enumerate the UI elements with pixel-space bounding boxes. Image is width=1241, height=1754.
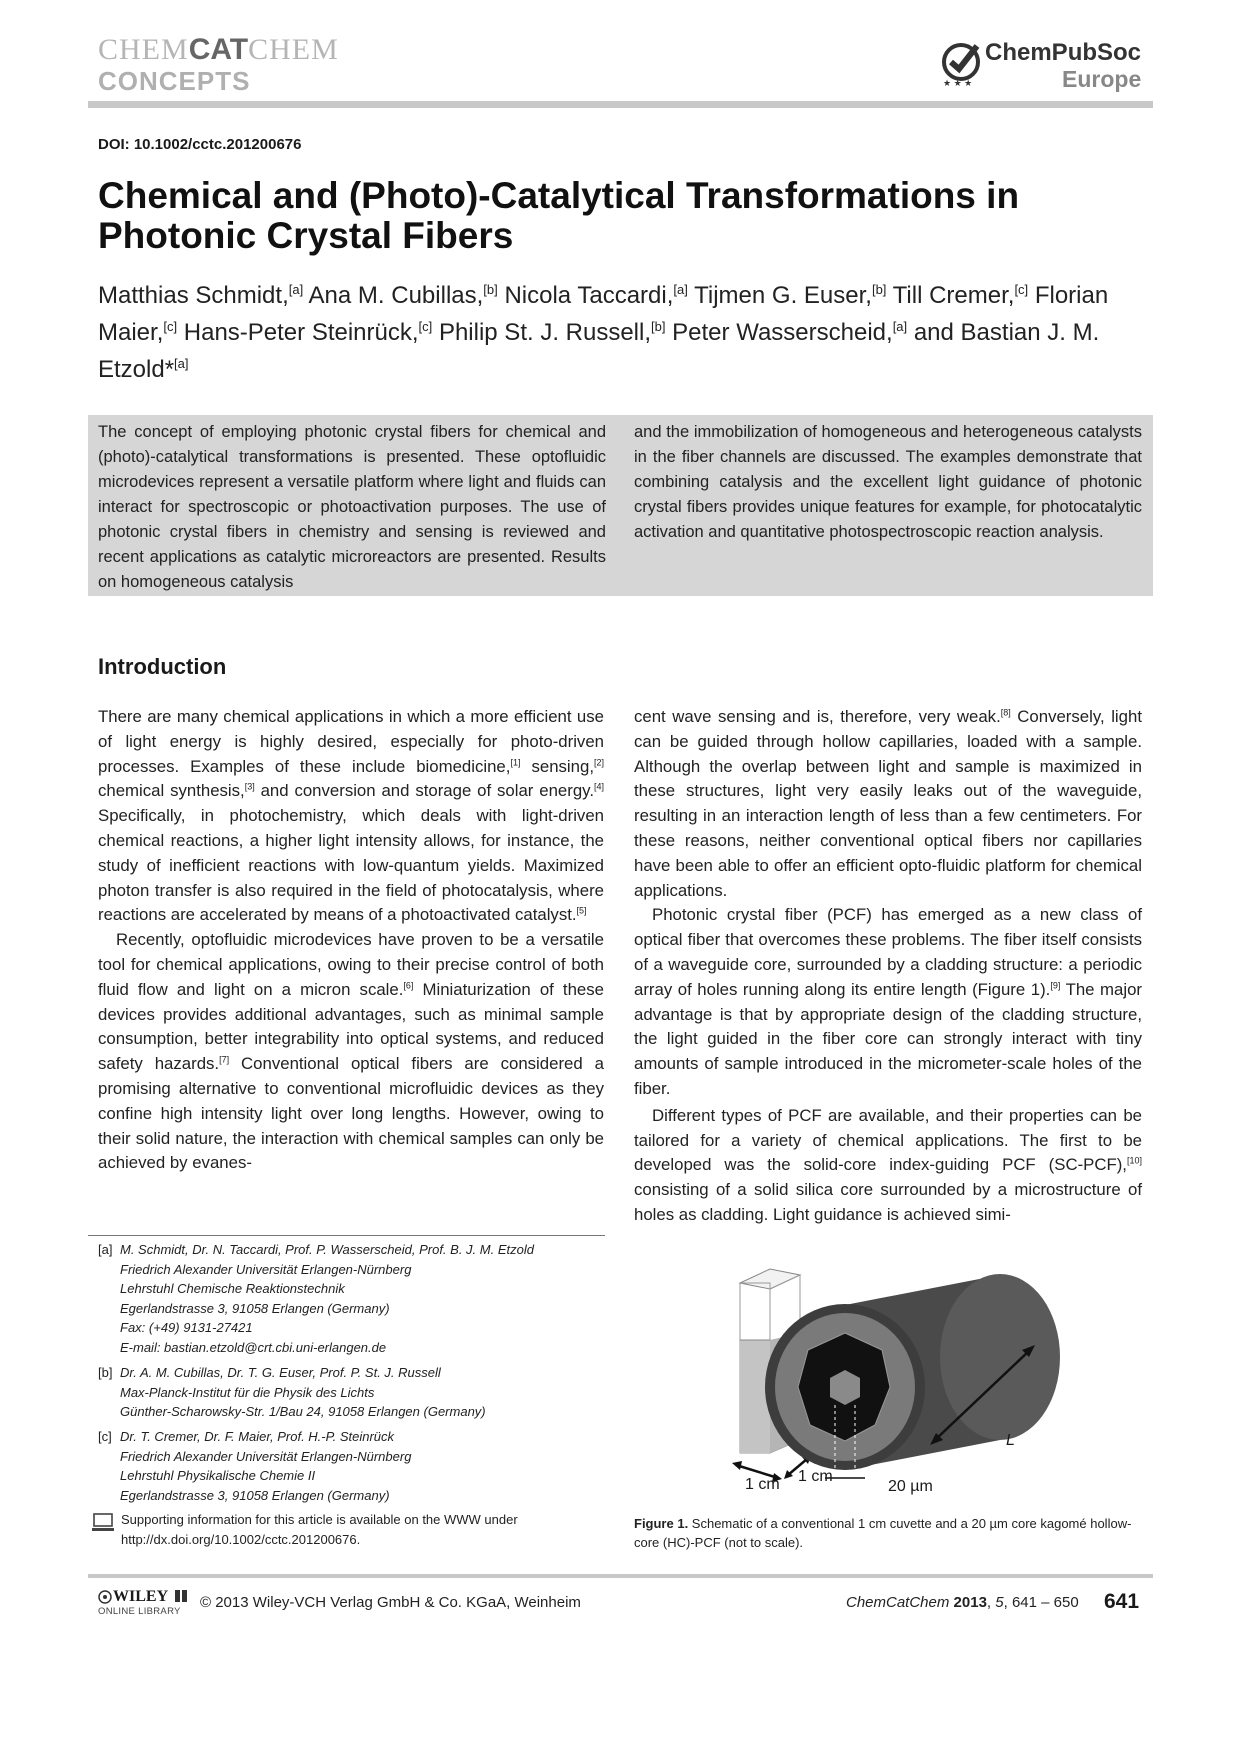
affiliation-marker: [a]: [892, 319, 908, 334]
figure-label-cm-width: 1 cm: [745, 1476, 780, 1493]
affiliation-marker: [a]: [288, 282, 304, 297]
paragraph: Photonic crystal fiber (PCF) has emerged as a new class of optical fiber that overcomes these problems. The fiber itself consists of a waveguide core, surrounded by a cladding structure: a periodic array of holes running along its entire length (Figure 1).[9] The major advantage is that by appropriate design of the cladding structure, the light guided in the fiber core can strongly interact with tiny amounts of sample introduced in the micrometer-scale holes of the fiber.: [634, 905, 1142, 1098]
fiber-cylinder-icon: [765, 1274, 1060, 1475]
citation-marker[interactable]: [4]: [593, 781, 604, 792]
citation-marker[interactable]: [6]: [403, 980, 414, 991]
supporting-info: Supporting information for this article is available on the WWW under http://dx.doi.org/10.1002/cctc.201200676.: [121, 1510, 611, 1549]
wiley-online-library: ONLINE LIBRARY: [98, 1606, 181, 1617]
body-column-right: [634, 705, 1142, 1228]
figure-caption: Figure 1. Schematic of a conventional 1 cm cuvette and a 20 µm core kagomé hollow-core (HC)-PCF (not to scale).: [634, 1516, 1132, 1550]
citation-marker[interactable]: [2]: [594, 757, 605, 767]
footnote-rule: [88, 1235, 605, 1236]
page-number: 641: [1104, 1590, 1140, 1613]
citation-marker[interactable]: [3]: [244, 781, 255, 792]
author-name: Nicola Taccardi,: [504, 282, 674, 309]
citation-marker[interactable]: [9]: [1050, 980, 1061, 991]
figure-label-length: L: [1006, 1432, 1015, 1449]
citation-marker[interactable]: [8]: [1000, 707, 1011, 718]
paragraph: Recently, optofluidic microdevices have proven to be a versatile tool for chemical applications, owing to their precise control of both fluid flow and light on a micron scale.[6] Miniaturization of these devices provides additional advantages, such as minimal sample consumption, better integrability into optical systems, and reduced safety hazards.[7] Conventional optical fibers are considered a promising alternative to conventional microfluidic devices as they confine high intensity light over long lengths. However, owing to their solid nature, the interaction with chemical samples can only be achieved by evanes-: [98, 930, 604, 1173]
citation-marker[interactable]: [10]: [1126, 1155, 1142, 1166]
footnote-c-text: Dr. T. Cremer, Dr. F. Maier, Prof. H.-P. Steinrück Friedrich Alexander Universität Erlangen-Nürnberg Lehrstuhl Physikalische Chemie II Egerlandstrasse 3, 91058 Erlangen (Germany): [120, 1429, 412, 1503]
author-name: Florian Maier,: [98, 282, 1109, 346]
book-icon: [174, 1588, 188, 1604]
author-name: Hans-Peter Steinrück,: [183, 319, 419, 346]
affiliation-marker: [c]: [163, 319, 178, 334]
publisher-name: ChemPubSoc: [985, 39, 1142, 66]
citation: ChemCatChem 2013, 5, 641 – 650: [846, 1594, 1079, 1611]
section-heading: Introduction: [98, 654, 227, 679]
footnote-a-text: M. Schmidt, Dr. N. Taccardi, Prof. P. Wasserscheid, Prof. B. J. M. Etzold Friedrich Alexander Universität Erlangen-Nürnberg Lehrstuhl Chemische Reaktionstechnik Egerlandstrasse 3, 91058 Erlangen (Germany) Fax: (+49) 9131-27421 E-mail: bastian.etzold@crt.cbi.uni-erlangen.de: [120, 1240, 534, 1357]
figure-label-cm-depth: 1 cm: [798, 1468, 833, 1485]
paragraph: cent wave sensing and is, therefore, very weak.[8] Conversely, light can be guided through hollow capillaries, loaded with a sample. Although the overlap between light and sample is maximized in these structures, light very easily leaks out of the waveguide, resulting in an interaction length of less than a few centimeters. For these reasons, neither conventional optical fibers nor capillaries have been able to offer an efficient opto-fluidic platform for chemical applications.: [634, 707, 1142, 900]
affiliation-marker: [b]: [871, 282, 887, 297]
copyright: © 2013 Wiley-VCH Verlag GmbH & Co. KGaA, Weinheim: [200, 1594, 581, 1611]
svg-text:★ ★ ★: ★ ★ ★: [943, 78, 973, 88]
wiley-wordmark: WILEY: [113, 1588, 169, 1605]
chempubsoc-logo-icon: [937, 38, 987, 88]
paragraph: There are many chemical applications in which a more efficient use of light energy is highly desired, especially for photo-driven processes. Examples of these include biomedicine,[1] sensing,[2] chemical synthesis,[3] and conversion and storage of solar energy.[4] Specifically, in photochemistry, which deals with light-driven chemical reactions, a higher light intensity allows, for instance, the study of inefficient reactions with low-quantum yields. Maximized photon transfer is also required in the field of photocatalysis, where reactions are accelerated by means of a photoactivated catalyst.[5]: [98, 707, 605, 925]
citation-marker[interactable]: [7]: [219, 1054, 230, 1065]
author-name: Matthias Schmidt,: [98, 282, 289, 309]
footnote-a: [a] M. Schmidt, Dr. N. Taccardi, Prof. P. Wasserscheid, Prof. B. J. M. Etzold Friedrich Alexander Universität Erlangen-Nürnberg Lehrstuhl Chemische Reaktionstechnik Egerlandstrasse 3, 91058 Erlangen (Germany) Fax: (+49) 9131-27421 E-mail: bastian.etzold@crt.cbi.uni-erlangen.de: [98, 1240, 608, 1357]
wiley-logo-icon: [98, 1590, 112, 1604]
affiliation-marker: [a]: [673, 282, 688, 297]
footnote-b-text: Dr. A. M. Cubillas, Dr. T. G. Euser, Prof. P. St. J. Russell Max-Planck-Institut für die Physik des Lichts Günther-Scharowsky-Str. 1/Bau 24, 91058 Erlangen (Germany): [120, 1365, 486, 1419]
computer-icon: [92, 1513, 114, 1533]
author-name: and Bastian J. M. Etzold*: [98, 319, 1100, 383]
abstract-column-1: The concept of employing photonic crystal fibers for chemical and (photo)-catalytical transformations is presented. These optofluidic microdevices represent a versatile platform where light and fluids can interact for spectroscopic or photoactivation purposes. The use of photonic crystal fibers in chemistry and sensing is reviewed and recent applications as catalytic microreactors are presented. Results on homogeneous catalysis: [98, 423, 606, 591]
figure-label-core-size: 20 µm: [888, 1478, 933, 1495]
author-name: Philip St. J. Russell,: [438, 319, 652, 346]
citation-marker[interactable]: [1]: [510, 757, 521, 767]
affiliation-marker: [c]: [1014, 282, 1029, 297]
citation-marker[interactable]: [5]: [576, 905, 587, 916]
footer-rule: [88, 1574, 1153, 1578]
publisher-region: Europe: [1062, 66, 1142, 92]
email-link[interactable]: E-mail: bastian.etzold@crt.cbi.uni-erlangen.de: [120, 1339, 387, 1355]
footnote-c: [c] Dr. T. Cremer, Dr. F. Maier, Prof. H.-P. Steinrück Friedrich Alexander Universität Erlangen-Nürnberg Lehrstuhl Physikalische Chemie II Egerlandstrasse 3, 91058 Erlangen (Germany): [98, 1427, 608, 1507]
figure-1-schematic: [700, 1265, 1150, 1495]
affiliation-marker: [b]: [483, 282, 498, 297]
section-label: CONCEPTS: [98, 66, 251, 96]
author-name: Till Cremer,: [892, 282, 1015, 309]
paragraph: Different types of PCF are available, and their properties can be tailored for a variety of chemical applications. The first to be developed was the solid-core index-guiding PCF (SC-PCF),[10] consisting of a solid silica core surrounded by a microstructure of holes as cladding. Light guidance is achieved simi-: [634, 1105, 1142, 1224]
author-name: Ana M. Cubillas,: [308, 282, 484, 309]
author-list: [98, 274, 1158, 385]
article-title: Chemical and (Photo)-Catalytical Transformations in Photonic Crystal Fibers: [98, 175, 1020, 256]
footnote-b: [b] Dr. A. M. Cubillas, Dr. T. G. Euser, Prof. P. St. J. Russell Max-Planck-Institut für die Physik des Lichts Günther-Scharowsky-Str. 1/Bau 24, 91058 Erlangen (Germany): [98, 1363, 608, 1423]
abstract-column-2: and the immobilization of homogeneous and heterogeneous catalysts in the fiber channels are discussed. The examples demonstrate that combining catalysis and the excellent light guidance of photonic crystal fibers provides unique features for example, for photocatalytic activation and quantitative photospectroscopic reaction analysis.: [634, 423, 1142, 541]
affiliation-marker: [c]: [418, 319, 433, 334]
affiliation-marker: [b]: [651, 319, 666, 334]
author-name: Tijmen G. Euser,: [694, 282, 872, 309]
body-column-left: [98, 705, 604, 1176]
affiliation-marker: [a]: [174, 356, 189, 371]
author-name: Peter Wasserscheid,: [672, 319, 893, 346]
supporting-info-link[interactable]: http://dx.doi.org/10.1002/cctc.201200676.: [121, 1531, 361, 1547]
header-rule: [88, 101, 1153, 108]
journal-name: CHEMCATCHEM: [98, 33, 339, 66]
doi[interactable]: DOI: 10.1002/cctc.201200676: [98, 136, 302, 153]
